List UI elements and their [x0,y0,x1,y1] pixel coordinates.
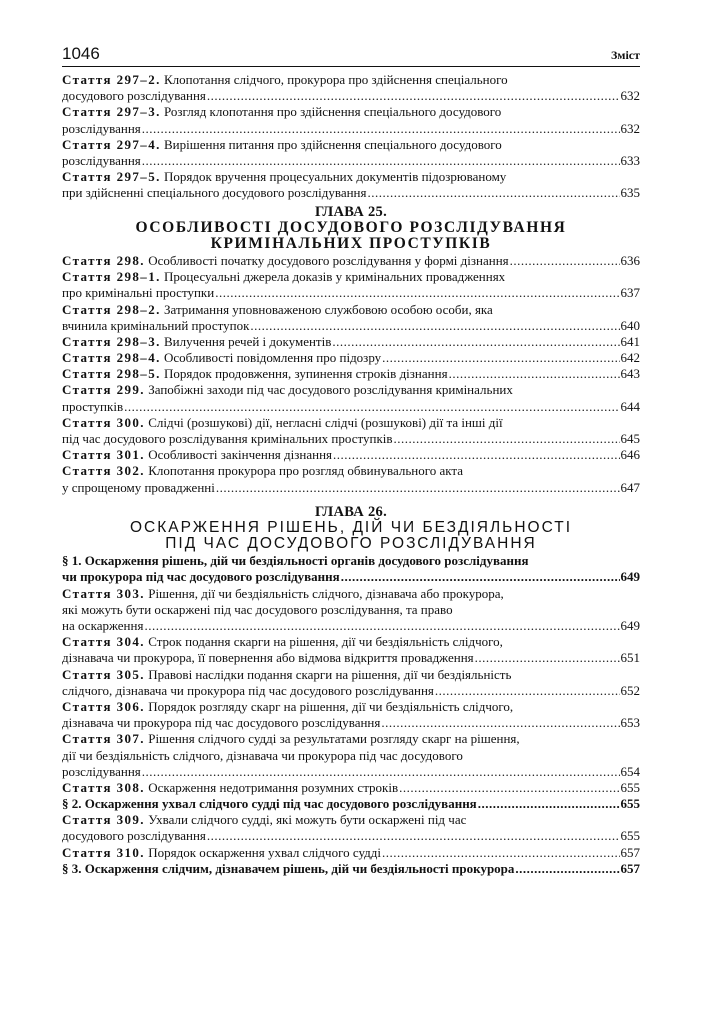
entry-text: Клопотання прокурора про розгляд обвинувального акта [148,463,464,479]
dot-leader [449,366,620,382]
page-ref: 649 [620,569,640,585]
page-ref: 642 [620,350,640,366]
toc-entry[interactable] [62,812,640,844]
entry-text: Правові наслідки подання скарги на рішення, дії чи бездіяльність [148,666,512,682]
toc-entry-line [62,383,640,399]
page-ref: 655 [620,779,640,795]
toc-entry-line [62,780,640,796]
toc-entry-line [62,715,640,731]
chapter-26-heading [62,505,640,552]
toc-entry-line [62,586,640,602]
toc-entry[interactable] [62,796,640,812]
page-ref: 632 [620,88,640,104]
toc-entry-line [62,829,640,845]
entry-text: Затримання уповноваженою службовою особою особи, яка [164,301,493,317]
toc-entry-line [62,602,640,618]
section-title: Зміст [610,48,640,62]
chapter-number: ГЛАВА 25. [315,203,387,220]
toc-entry[interactable] [62,845,640,861]
toc-entry[interactable] [62,667,640,699]
entry-text: дізнавача чи прокурора, її повернення або відмова відкриття провадження [62,650,474,666]
article-label: Стаття 299. [62,382,145,398]
article-label: Стаття 303. [62,585,145,601]
entry-text: проступків [62,398,124,414]
dot-leader [381,715,619,731]
entry-text: Строк подання скарги на рішення, дії чи бездіяльність слідчого, [148,634,503,650]
toc-entry-line [62,88,640,104]
toc-entry[interactable] [62,72,640,104]
toc-entry-line [62,253,640,269]
dot-leader [475,650,620,666]
entry-text: Розгляд клопотання про здійснення спеціального досудового [164,104,502,120]
article-label: Стаття 298–5. [62,366,161,382]
toc-entry-line [62,463,640,479]
page-ref: 651 [620,650,640,666]
page-header [62,44,640,67]
entry-text: Порядок оскарження ухвал слідчого судді [148,844,381,860]
article-label: Стаття 297–5. [62,169,161,185]
toc-page [62,44,640,877]
toc-entry[interactable] [62,634,640,666]
dot-leader [216,480,620,496]
entry-text: при здійсненні спеціального досудового розслідування [62,185,367,201]
dot-leader [382,350,619,366]
toc-entry-line [62,269,640,285]
page-ref: 632 [620,120,640,136]
chapter-number: ГЛАВА 26. [315,503,387,520]
toc-entry-line [62,731,640,747]
article-label: Стаття 298–2. [62,301,161,317]
entry-text: дії чи бездіяльність слідчого, дізнавача чи прокурора під час досудового [62,747,463,763]
entry-text: Рішення слідчого судді за результатами розгляду скарг на рішення, [148,731,520,747]
entry-text: Особливості закінчення дізнання [148,447,333,463]
article-label: Стаття 297–4. [62,136,161,152]
entry-text: Ухвали слідчого судді, які можуть бути оскаржені під час [148,812,467,828]
toc-entry-line [62,845,640,861]
toc-entry[interactable] [62,861,640,877]
article-label: Стаття 306. [62,698,145,714]
entry-text: Клопотання слідчого, прокурора про здійснення спеціального [164,71,508,87]
toc-entry-line [62,618,640,634]
entry-text: § 3. Оскарження слідчим, дізнавачем рішень, дій чи бездіяльності прокурора [62,860,515,876]
toc-entry-line [62,185,640,201]
toc-entry-line [62,748,640,764]
dot-leader [124,399,619,415]
dot-leader [341,569,620,585]
toc-entry-line [62,480,640,496]
dot-leader [394,431,620,447]
toc-entry[interactable] [62,780,640,796]
toc-entry-line [62,683,640,699]
toc-entry-line [62,650,640,666]
toc-entry[interactable] [62,447,640,463]
toc-entry-line [62,104,640,120]
page-ref: 647 [620,479,640,495]
toc-entry[interactable] [62,253,640,269]
article-label: Стаття 300. [62,414,145,430]
dot-leader [215,285,619,301]
toc-group-chapter-26 [62,553,640,877]
entry-text: вчинила кримінальний проступок [62,317,250,333]
toc-entry-line [62,302,640,318]
toc-entry-line [62,861,640,877]
toc-entry[interactable] [62,699,640,731]
dot-leader [250,318,619,334]
toc-entry[interactable] [62,334,640,350]
dot-leader [207,828,620,844]
dot-leader [382,845,620,861]
page-ref: 653 [620,715,640,731]
entry-text: Вирішення питання про здійснення спеціального досудового [164,136,502,152]
article-label: Стаття 298–4. [62,350,161,366]
article-label: Стаття 298. [62,252,145,268]
entry-text: Запобіжні заходи під час досудового розслідування кримінальних [148,382,513,398]
entry-text: під час досудового розслідування кримінальних проступків [62,431,393,447]
chapter-title-line: ОСКАРЖЕННЯ РІШЕНЬ, ДІЙ ЧИ БЕЗДІЯЛЬНОСТІ [129,519,573,537]
entry-text: Рішення, дії чи бездіяльність слідчого, дізнавача або прокурора, [148,585,504,601]
entry-text: у спрощеному провадженні [62,479,215,495]
page-ref: 640 [620,317,640,333]
page-ref: 635 [620,185,640,201]
toc-entry[interactable] [62,586,640,635]
toc-entry-line [62,570,640,586]
page-ref: 652 [620,682,640,698]
dot-leader [142,121,620,137]
toc-entry[interactable] [62,415,640,447]
toc-entry[interactable] [62,731,640,780]
toc-entry-line [62,72,640,88]
page-ref: 643 [620,366,640,382]
entry-text: чи прокурора під час досудового розслідування [62,569,340,585]
toc-entry-line [62,366,640,382]
entry-text: на оскарження [62,618,144,634]
article-label: Стаття 307. [62,731,145,747]
entry-text: Порядок продовження, зупинення строків дізнання [164,366,448,382]
article-label: Стаття 297–3. [62,104,161,120]
page-ref: 644 [620,398,640,414]
page-ref: 657 [620,844,640,860]
article-label: Стаття 305. [62,666,145,682]
toc-entry-line [62,553,640,569]
toc-entry-line [62,431,640,447]
toc-entry-line [62,318,640,334]
toc-entry-line [62,399,640,415]
toc-entry[interactable] [62,269,640,301]
toc-entry-line [62,764,640,780]
page-ref: 637 [620,285,640,301]
toc-entry[interactable] [62,137,640,169]
toc-entry-line [62,667,640,683]
toc-group-chapter-25 [62,253,640,496]
toc-entry-line [62,415,640,431]
entry-text: Вилучення речей і документів [164,333,332,349]
chapter-title-line: КРИМІНАЛЬНИХ ПРОСТУПКІВ [210,234,492,252]
entry-text: Порядок розгляду скарг на рішення, дії чи бездіяльність слідчого, [148,698,514,714]
toc-entry[interactable] [62,463,640,495]
entry-text: Слідчі (розшукові) дії, негласні слідчі (розшукові) дії та інші дії [148,414,503,430]
entry-text: § 1. Оскарження рішень, дій чи бездіяльності органів досудового розслідування [62,553,529,569]
toc-entry-line [62,350,640,366]
page-ref: 655 [620,796,640,812]
toc-entry[interactable] [62,383,640,415]
entry-text: Процесуальні джерела доказів у кримінальних провадженнях [164,269,506,285]
toc-entry-line [62,137,640,153]
toc-entry-line [62,447,640,463]
toc-entry[interactable] [62,553,640,585]
chapter-title-line: ПІД ЧАС ДОСУДОВОГО РОЗСЛІДУВАННЯ [165,534,537,552]
article-label: Стаття 301. [62,447,145,463]
chapter-25-heading [62,205,640,252]
page-ref: 636 [620,252,640,268]
page-ref: 649 [620,618,640,634]
toc-entry-line [62,285,640,301]
entry-text: досудового розслідування [62,88,206,104]
article-label: Стаття 297–2. [62,71,161,87]
page-ref: 645 [620,431,640,447]
dot-leader [510,253,620,269]
dot-leader [207,88,620,104]
dot-leader [435,683,620,699]
page-ref: 641 [620,333,640,349]
toc-entry-line [62,796,640,812]
article-label: Стаття 309. [62,812,145,828]
page-ref: 633 [620,152,640,168]
toc-entry-line [62,699,640,715]
dot-leader [144,618,619,634]
entry-text: про кримінальні проступки [62,285,215,301]
entry-text: які можуть бути оскаржені під час досудового розслідування, та право [62,601,453,617]
page-ref: 646 [620,447,640,463]
dot-leader [478,796,620,812]
dot-leader [399,780,619,796]
entry-text: досудового розслідування [62,828,206,844]
chapter-title-line: ОСОБЛИВОСТІ ДОСУДОВОГО РОЗСЛІДУВАННЯ [135,219,567,236]
toc-entry[interactable] [62,350,640,366]
article-label: Стаття 308. [62,779,145,795]
toc-entry-line [62,812,640,828]
article-label: Стаття 310. [62,844,145,860]
entry-text: Особливості повідомлення про підозру [164,350,382,366]
toc-entry[interactable] [62,169,640,201]
entry-text: розслідування [62,763,141,779]
entry-text: Оскарження недотримання розумних строків [148,779,399,795]
article-label: Стаття 302. [62,463,145,479]
toc-entry-line [62,334,640,350]
toc-entry-line [62,121,640,137]
dot-leader [332,334,619,350]
dot-leader [515,861,619,877]
toc-entry-line [62,634,640,650]
entry-text: розслідування [62,152,141,168]
toc-entry-line [62,153,640,169]
entry-text: слідчого, дізнавача чи прокурора під час досудового розслідування [62,682,434,698]
toc-entry[interactable] [62,104,640,136]
toc-group-chapter-24 [62,72,640,202]
page-ref: 657 [620,860,640,876]
article-label: Стаття 298–3. [62,333,161,349]
entry-text: розслідування [62,120,141,136]
article-label: Стаття 298–1. [62,269,161,285]
toc-entry[interactable] [62,366,640,382]
entry-text: § 2. Оскарження ухвал слідчого судді під час досудового розслідування [62,796,477,812]
toc-entry-line [62,169,640,185]
page-ref: 654 [620,763,640,779]
dot-leader [368,185,620,201]
entry-text: дізнавача чи прокурора під час досудового розслідування [62,715,381,731]
entry-text: Особливості початку досудового розслідування у формі дізнання [148,252,509,268]
page-number: 1046 [62,44,100,63]
entry-text: Порядок вручення процесуальних документів підозрюваному [164,169,507,185]
dot-leader [333,447,619,463]
page-ref: 655 [620,828,640,844]
toc-entry[interactable] [62,302,640,334]
dot-leader [142,764,620,780]
dot-leader [142,153,620,169]
article-label: Стаття 304. [62,634,145,650]
